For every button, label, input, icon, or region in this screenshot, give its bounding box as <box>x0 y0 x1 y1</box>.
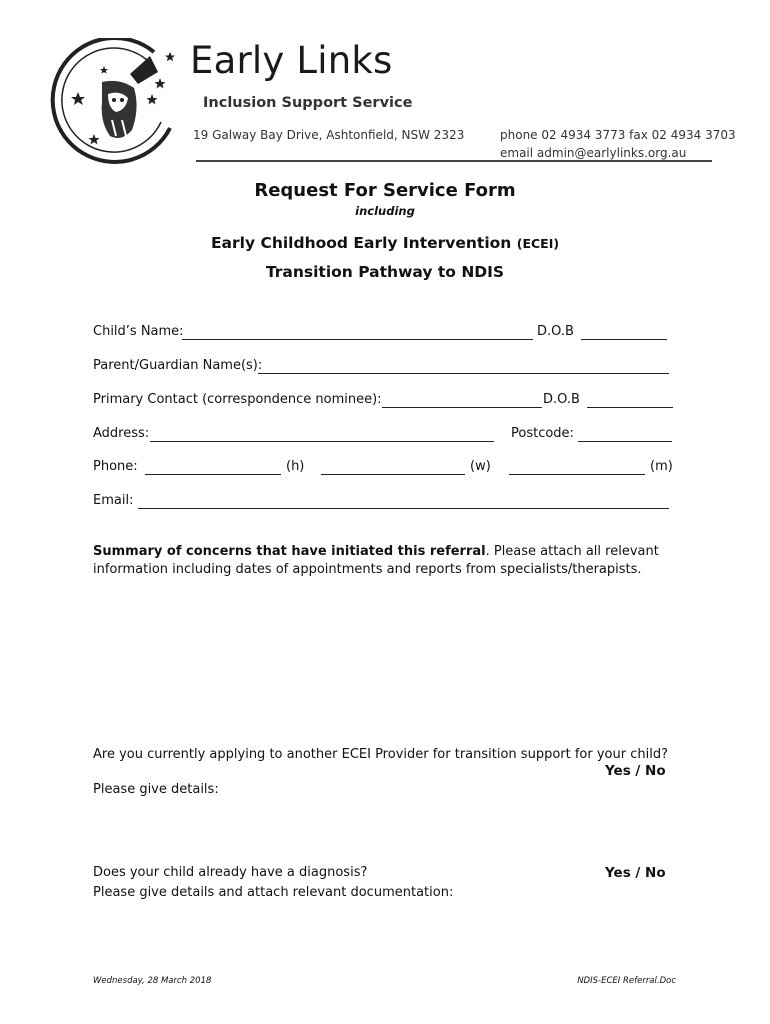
summary-instructions: . Please attach all relevant information including dates of appointments and reports from specialists/therapists. <box>93 544 659 577</box>
phone-home-label: (h) <box>286 459 305 474</box>
q-other-provider-details-label: Please give details: <box>93 782 219 797</box>
childs-name-label: Child’s Name: <box>93 324 184 339</box>
org-email: email admin@earlylinks.org.au <box>500 146 687 160</box>
form-subtitle-ecei <box>0 234 770 252</box>
org-phone-fax: phone 02 4934 3773 fax 02 4934 3703 <box>500 128 736 142</box>
q-other-provider-details-area[interactable] <box>93 802 677 857</box>
phone-mobile-field[interactable] <box>509 474 645 475</box>
footer-doc-name: NDIS-ECEI Referral.Doc <box>577 976 676 986</box>
phone-home-field[interactable] <box>145 474 281 475</box>
phone-work-label: (w) <box>470 459 491 474</box>
address-field[interactable] <box>150 441 494 442</box>
form-title-including: including <box>355 204 415 218</box>
footer-date: Wednesday, 28 March 2018 <box>93 976 212 986</box>
org-name: Early Links <box>190 39 393 82</box>
org-subtitle: Inclusion Support Service <box>203 95 413 111</box>
q-diagnosis: Does your child already have a diagnosis? <box>93 865 368 880</box>
childs-name-field[interactable] <box>182 339 533 340</box>
form-title: Request For Service Form <box>254 180 516 201</box>
summary-heading: Summary of concerns that have initiated this referral <box>93 544 486 559</box>
phone-work-field[interactable] <box>321 474 465 475</box>
q-diagnosis-details-area[interactable] <box>93 905 677 965</box>
phone-label: Phone: <box>93 459 138 474</box>
postcode-label: Postcode: <box>511 426 574 441</box>
q-diagnosis-yes-no[interactable]: Yes / No <box>605 865 666 881</box>
email-field[interactable] <box>138 508 669 509</box>
org-address: 19 Galway Bay Drive, Ashtonfield, NSW 2323 <box>193 128 465 142</box>
q-other-provider: Are you currently applying to another ECEI Provider for transition support for your child? <box>93 747 668 762</box>
child-dob-label: D.O.B <box>537 324 574 339</box>
summary-of-concerns <box>93 543 693 579</box>
contact-dob-label: D.O.B <box>543 392 580 407</box>
early-links-logo <box>42 38 182 168</box>
contact-dob-field[interactable] <box>587 407 673 408</box>
parent-name-label: Parent/Guardian Name(s): <box>93 358 263 373</box>
primary-contact-label: Primary Contact (correspondence nominee): <box>93 392 382 407</box>
primary-contact-field[interactable] <box>382 407 542 408</box>
parent-name-field[interactable] <box>258 373 669 374</box>
subtitle-ecei-abbrev: (ECEI) <box>516 236 560 251</box>
child-dob-field[interactable] <box>581 339 667 340</box>
header-divider <box>196 160 712 162</box>
postcode-field[interactable] <box>578 441 672 442</box>
q-other-provider-yes-no[interactable]: Yes / No <box>605 763 666 779</box>
q-diagnosis-details-label: Please give details and attach relevant documentation: <box>93 885 454 900</box>
subtitle-ecei-main: Early Childhood Early Intervention <box>210 234 517 252</box>
form-subtitle-ndis: Transition Pathway to NDIS <box>265 263 505 281</box>
address-label: Address: <box>93 426 150 441</box>
phone-mobile-label: (m) <box>650 459 673 474</box>
email-label: Email: <box>93 493 134 508</box>
summary-answer-area[interactable] <box>93 584 677 734</box>
